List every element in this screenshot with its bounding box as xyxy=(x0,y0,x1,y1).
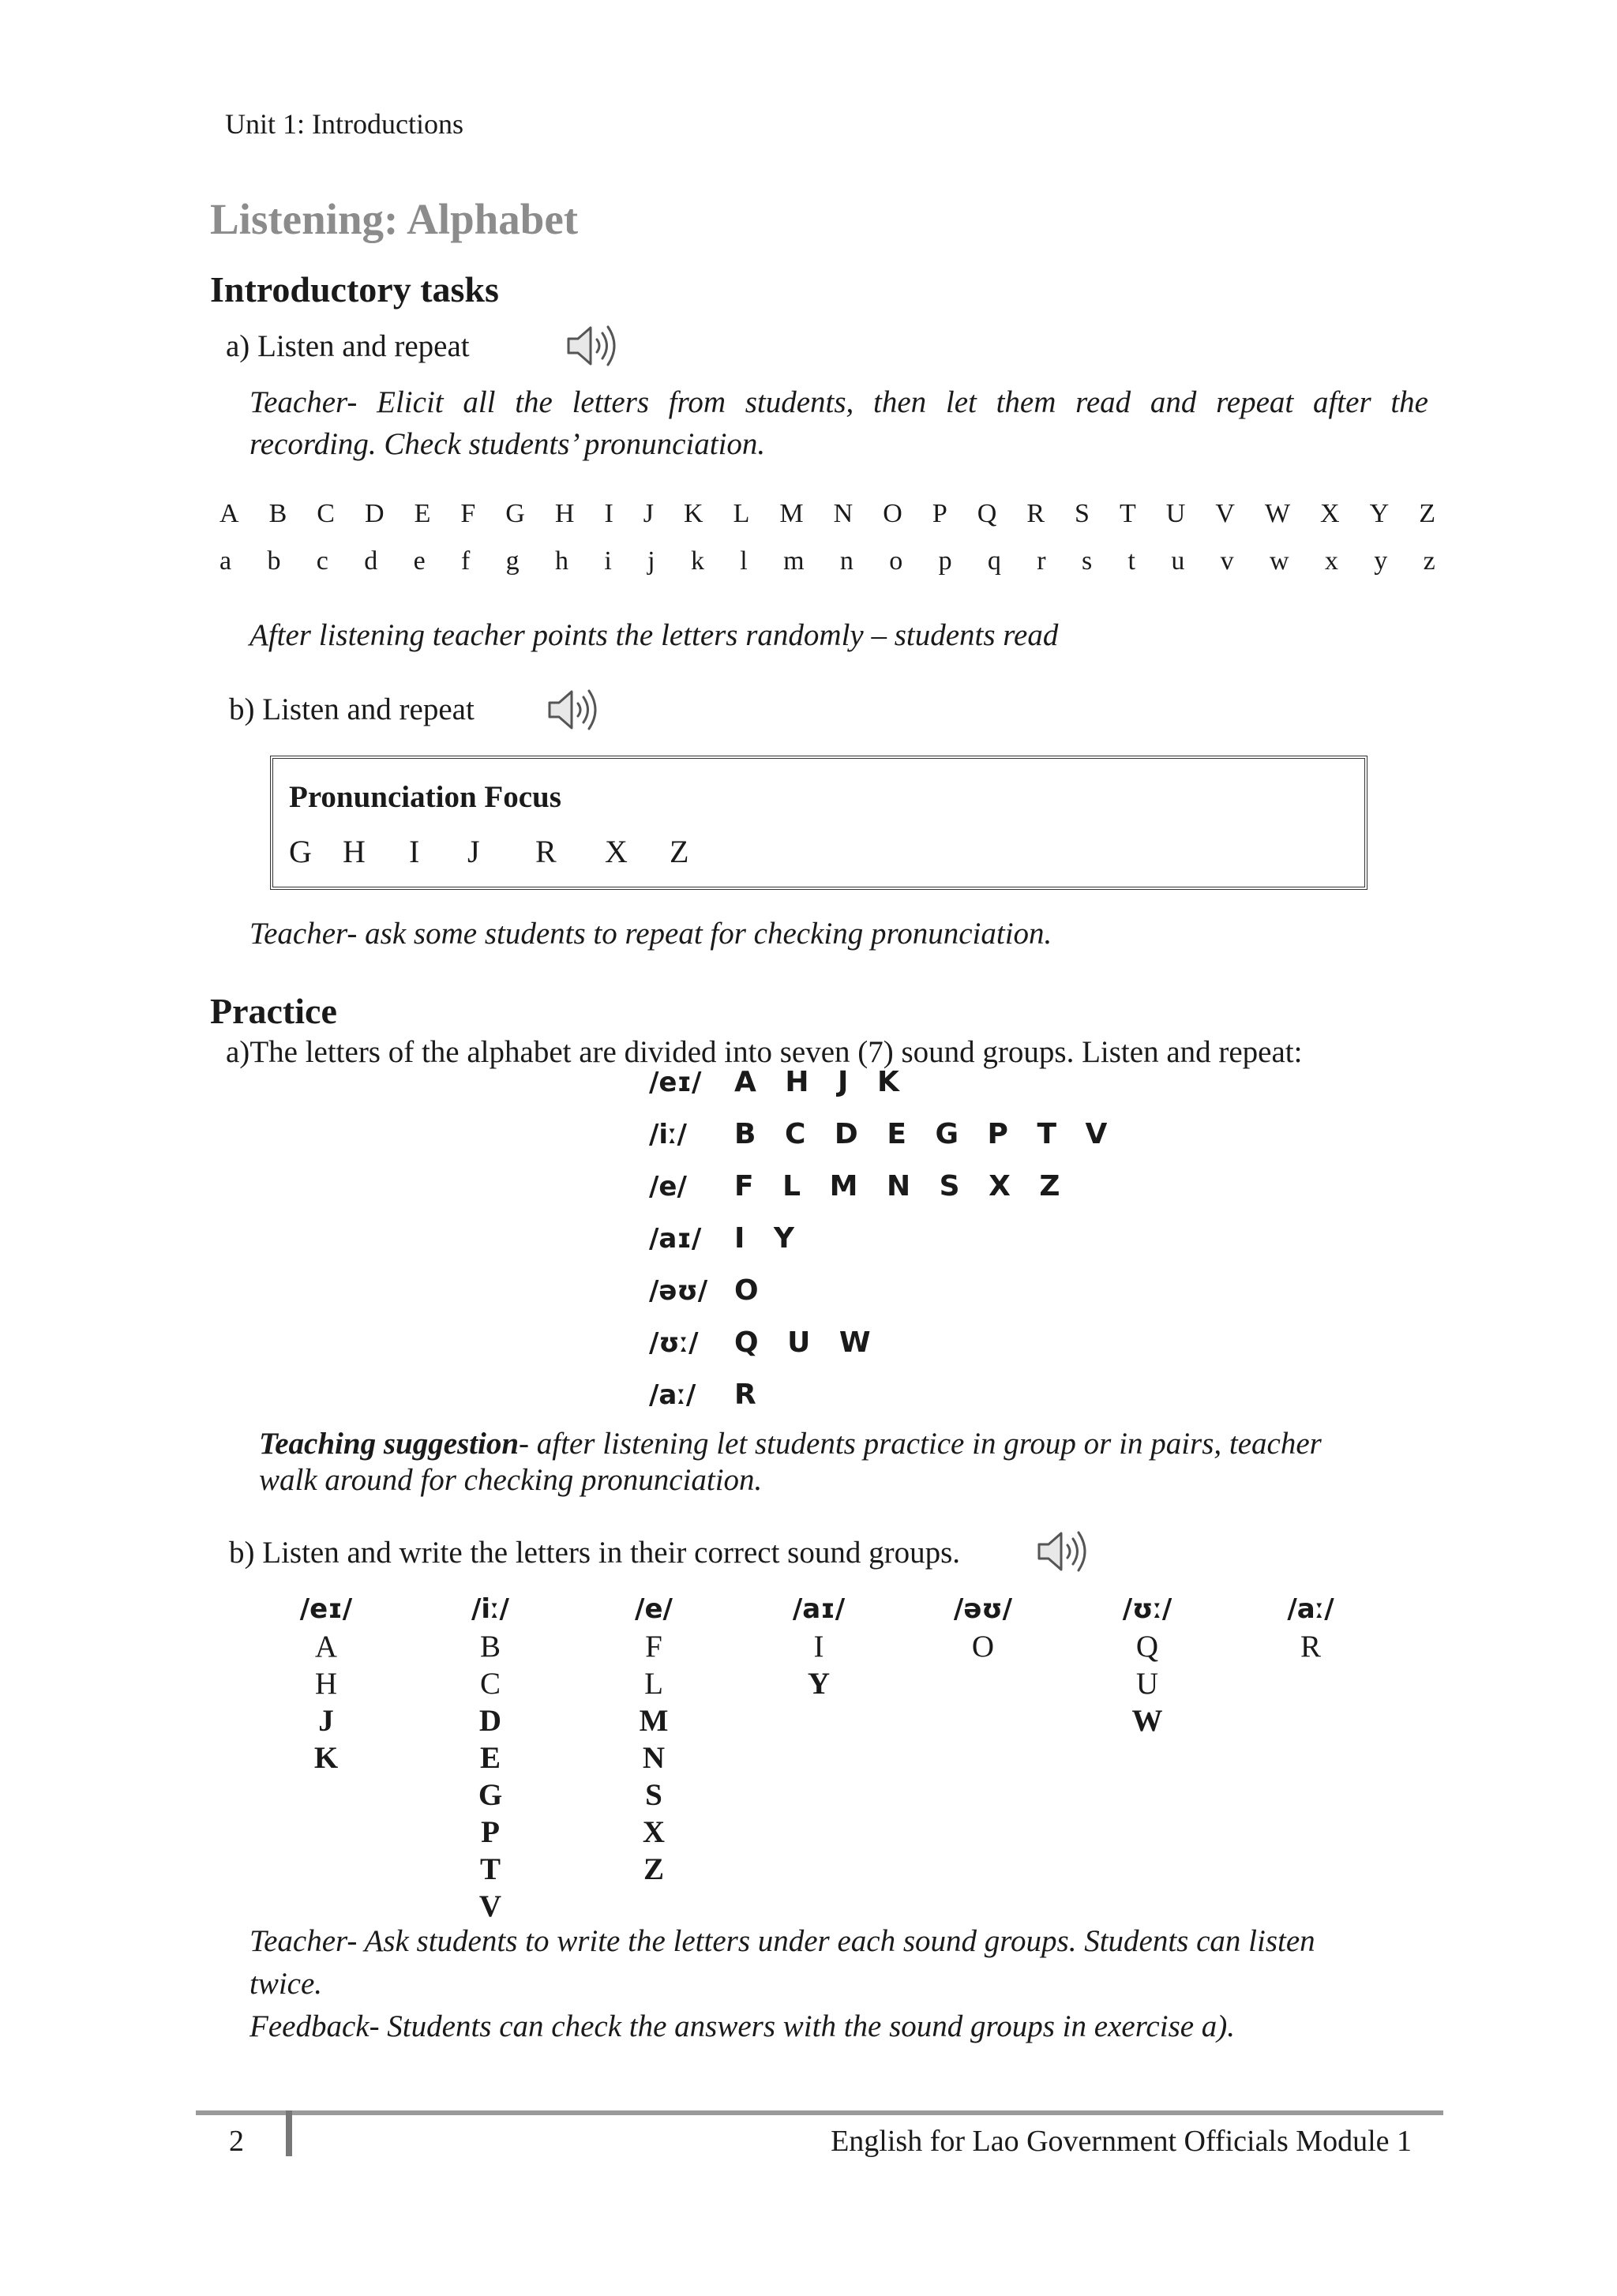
sound-letters: F L M N S X Z xyxy=(734,1170,1070,1202)
column-letter: J xyxy=(318,1704,334,1738)
alphabet-letter: X xyxy=(1320,499,1340,528)
alphabet-letter: C xyxy=(317,499,335,528)
column-letter: O xyxy=(971,1630,995,1664)
practice-b-text: Listen and write the letters in their correct sound groups. xyxy=(262,1536,960,1570)
alphabet-letter: f xyxy=(461,546,471,576)
alphabet-letter: l xyxy=(740,546,748,576)
column-letter: B xyxy=(479,1630,501,1664)
sound-group-column xyxy=(1255,1593,1366,1665)
alphabet-letter: A xyxy=(219,499,239,528)
alphabet-letter: D xyxy=(364,499,385,528)
column-letter: A xyxy=(314,1630,338,1664)
alphabet-letter: P xyxy=(932,499,947,528)
column-letter: M xyxy=(639,1704,669,1738)
teacher-check-note: Teacher- ask some students to repeat for checking pronunciation. xyxy=(249,917,1052,951)
alphabet-letter: R xyxy=(1026,499,1045,528)
column-letter: W xyxy=(1131,1704,1163,1738)
column-letter: D xyxy=(478,1704,502,1738)
sound-group-column xyxy=(928,1593,1038,1665)
teacher-instruction-line2: recording. Check students’ pronunciation. xyxy=(249,427,766,461)
alphabet-letter: b xyxy=(267,546,281,576)
sound-ipa: /aɪ/ xyxy=(649,1223,702,1255)
sound-groups-list xyxy=(649,1066,1123,1429)
column-ipa-header: /iː/ xyxy=(471,1593,509,1625)
alphabet-letter: W xyxy=(1264,499,1291,528)
column-letter: G xyxy=(478,1778,503,1812)
sound-ipa: /əʊ/ xyxy=(649,1275,708,1307)
alphabet-letter: V xyxy=(1215,499,1235,528)
sound-letters: R xyxy=(734,1379,766,1411)
alphabet-letter: B xyxy=(268,499,287,528)
alphabet-letter: z xyxy=(1423,546,1435,576)
alphabet-letter: T xyxy=(1119,499,1136,528)
focus-letter: G xyxy=(289,834,312,869)
column-ipa-header: /aɪ/ xyxy=(792,1593,846,1625)
alphabet-letter: m xyxy=(783,546,805,576)
column-letter: T xyxy=(479,1852,501,1886)
column-letter: V xyxy=(478,1889,502,1923)
alphabet-letter: G xyxy=(505,499,525,528)
footer-title: English for Lao Government Officials Module 1 xyxy=(831,2125,1412,2158)
section-title: Listening: Alphabet xyxy=(210,195,579,243)
column-ipa-header: /eɪ/ xyxy=(299,1593,353,1625)
column-ipa-header: /aː/ xyxy=(1287,1593,1334,1625)
alphabet-letter: j xyxy=(647,546,655,576)
teacher-instruction-line1: Teacher- Elicit all the letters from students, then let them read and repeat after the xyxy=(249,385,1428,419)
alphabet-letter: a xyxy=(219,546,232,576)
focus-letter: R xyxy=(535,834,557,869)
alphabet-letter: I xyxy=(604,499,613,528)
speaker-icon[interactable] xyxy=(545,682,608,737)
sound-group-row xyxy=(649,1170,1069,1202)
sound-group-column xyxy=(435,1593,546,1925)
column-letter: X xyxy=(642,1815,666,1849)
sound-letters: B C D E G P T V xyxy=(734,1118,1117,1150)
column-letter: K xyxy=(313,1741,339,1775)
alphabet-letter: n xyxy=(839,546,854,576)
alphabet-letter: p xyxy=(938,546,952,576)
sound-group-row xyxy=(649,1118,1116,1150)
alphabet-letter: o xyxy=(889,546,903,576)
speaker-icon[interactable] xyxy=(1034,1524,1097,1579)
alphabet-letter: g xyxy=(505,546,520,576)
sound-group-columns xyxy=(0,1593,1617,1925)
column-letter: S xyxy=(645,1778,662,1812)
alphabet-letter: N xyxy=(833,499,854,528)
column-ipa-header: /e/ xyxy=(635,1593,673,1625)
column-ipa-header: /ʊː/ xyxy=(1122,1593,1172,1625)
lowercase-alphabet xyxy=(219,546,1435,576)
speaker-icon[interactable] xyxy=(564,318,627,373)
alphabet-letter: t xyxy=(1127,546,1135,576)
task-a-label: Listen and repeat xyxy=(257,329,470,363)
pronunciation-focus-box xyxy=(270,756,1368,890)
column-letter: L xyxy=(644,1667,663,1701)
alphabet-letter: E xyxy=(414,499,431,528)
task-b-label: Listen and repeat xyxy=(262,692,475,726)
focus-letter: Z xyxy=(670,834,689,869)
sound-ipa: /ʊː/ xyxy=(649,1327,699,1359)
final-teacher-line1: Teacher- Ask students to write the letters under each sound groups. Students can listen xyxy=(249,1924,1315,1958)
sound-group-column xyxy=(1092,1593,1202,1739)
column-ipa-header: /əʊ/ xyxy=(953,1593,1013,1625)
unit-header: Unit 1: Introductions xyxy=(225,108,463,140)
sound-group-row xyxy=(649,1222,804,1255)
focus-letter: X xyxy=(605,834,628,869)
page-number: 2 xyxy=(229,2125,244,2158)
alphabet-letter: c xyxy=(316,546,328,576)
focus-letter: J xyxy=(467,834,480,869)
footer-divider xyxy=(286,2110,292,2156)
column-letter: P xyxy=(481,1815,500,1849)
practice-a-marker: a) xyxy=(226,1035,250,1069)
alphabet-letter: h xyxy=(555,546,569,576)
alphabet-letter: y xyxy=(1374,546,1388,576)
alphabet-letter: x xyxy=(1324,546,1338,576)
sound-group-row xyxy=(649,1326,880,1359)
focus-letter: I xyxy=(409,834,420,869)
alphabet-letter: v xyxy=(1220,546,1234,576)
alphabet-letter: e xyxy=(413,546,426,576)
alphabet-letter: O xyxy=(883,499,902,528)
footer-rule xyxy=(196,2110,1443,2115)
teaching-suggestion-line2: walk around for checking pronunciation. xyxy=(259,1463,763,1497)
column-letter: N xyxy=(642,1741,666,1775)
practice-heading: Practice xyxy=(210,991,337,1031)
alphabet-letter: U xyxy=(1165,499,1186,528)
column-letter: Z xyxy=(643,1852,664,1886)
after-listening-note: After listening teacher points the letters randomly – students read xyxy=(249,618,1059,652)
sound-ipa: /eɪ/ xyxy=(649,1067,702,1098)
alphabet-letter: Z xyxy=(1419,499,1435,528)
column-letter: E xyxy=(479,1741,501,1775)
column-letter: Q xyxy=(1135,1630,1159,1664)
task-a-marker: a) xyxy=(226,329,250,363)
sound-ipa: /e/ xyxy=(649,1171,687,1202)
sound-group-row xyxy=(649,1379,766,1411)
column-letter: I xyxy=(813,1630,824,1664)
final-teacher-line2: twice. xyxy=(249,1967,323,2001)
intro-task-b xyxy=(229,692,475,727)
sound-group-column xyxy=(271,1593,381,1776)
teaching-suggestion-line1 xyxy=(259,1426,1322,1461)
alphabet-letter: w xyxy=(1270,546,1289,576)
practice-a-text: The letters of the alphabet are divided into seven (7) sound groups. Listen and repeat: xyxy=(249,1035,1303,1069)
sound-letters: A H J K xyxy=(734,1066,909,1098)
introductory-heading: Introductory tasks xyxy=(210,269,499,310)
alphabet-letter: K xyxy=(684,499,703,528)
sound-group-column xyxy=(763,1593,874,1702)
alphabet-letter: M xyxy=(779,499,804,528)
sound-letters: I Y xyxy=(734,1222,804,1255)
alphabet-letter: H xyxy=(554,499,575,528)
sound-letters: Q U W xyxy=(734,1326,880,1359)
alphabet-letter: q xyxy=(987,546,1001,576)
sound-ipa: /iː/ xyxy=(649,1119,687,1150)
column-letter: U xyxy=(1135,1667,1159,1701)
sound-group-column xyxy=(598,1593,709,1888)
alphabet-letter: u xyxy=(1171,546,1185,576)
alphabet-letter: S xyxy=(1075,499,1090,528)
alphabet-letter: r xyxy=(1037,546,1046,576)
column-letter: F xyxy=(645,1630,662,1664)
practice-b-marker: b) xyxy=(229,1536,255,1570)
feedback-note: Feedback- Students can check the answers with the sound groups in exercise a). xyxy=(249,2009,1236,2043)
sound-group-row xyxy=(649,1066,909,1098)
uppercase-alphabet xyxy=(219,499,1435,529)
sound-group-row xyxy=(649,1274,768,1307)
alphabet-letter: Q xyxy=(977,499,997,528)
alphabet-letter: i xyxy=(604,546,612,576)
intro-task-a xyxy=(226,328,470,364)
focus-letter: H xyxy=(343,834,366,869)
alphabet-letter: J xyxy=(643,499,655,528)
column-letter: H xyxy=(314,1667,338,1701)
sound-ipa: /aː/ xyxy=(649,1379,696,1411)
alphabet-letter: k xyxy=(690,546,704,576)
sound-letters: O xyxy=(734,1274,768,1307)
practice-task-b xyxy=(229,1535,960,1570)
alphabet-letter: d xyxy=(364,546,378,576)
alphabet-letter: Y xyxy=(1369,499,1390,528)
pronunciation-focus-title: Pronunciation Focus xyxy=(289,780,561,814)
teaching-suggestion-text: - after listening let students practice in group or in pairs, teacher xyxy=(519,1427,1322,1461)
column-letter: C xyxy=(479,1667,501,1701)
practice-task-a xyxy=(226,1034,1302,1070)
column-letter: Y xyxy=(807,1667,831,1701)
column-letter: R xyxy=(1300,1630,1321,1664)
task-b-marker: b) xyxy=(229,692,255,726)
alphabet-letter: L xyxy=(733,499,750,528)
teaching-suggestion-label: Teaching suggestion xyxy=(259,1427,520,1461)
alphabet-letter: F xyxy=(460,499,476,528)
alphabet-letter: s xyxy=(1081,546,1093,576)
